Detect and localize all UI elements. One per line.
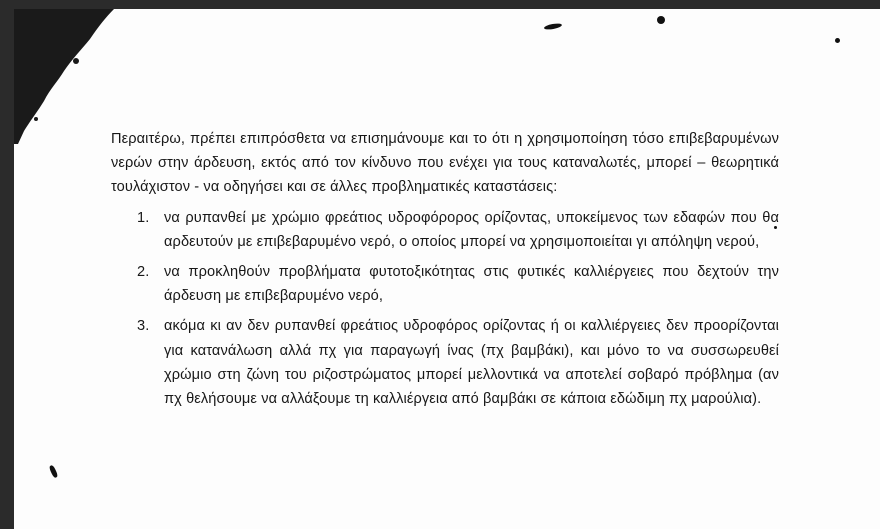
- scan-speck: [48, 465, 58, 479]
- list-item: [111, 206, 779, 254]
- list-item: [111, 314, 779, 411]
- list-item-text: να προκληθούν προβλήματα φυτοτοξικότητας στις φυτικές καλλιέργειες που δεχτούν την άρδευση με επιβεβαρυμένο νερό,: [164, 264, 779, 305]
- list-number: 2.: [137, 264, 150, 281]
- list-number: 3.: [137, 318, 150, 335]
- scanned-page: [14, 9, 880, 529]
- list-item-text: ακόμα κι αν δεν ρυπανθεί φρεάτιος υδροφόρος ορίζοντας ή οι καλλιέργειες δεν προορίζονται για κατανάλωση αλλά πχ για παραγωγή ίνας (πχ βαμβάκι), και μόνο το να συσσωρευθεί χρώμιο στη ζώνη του ριζοστρώματος μπορεί μελλοντικά να αποτελεί σοβαρό πρόβλημα (αν πχ θελήσουμε να αλλάξουμε τη καλλιέργεια από βαμβάκι σε κάποια εδώδιμη πχ μαρούλια).: [164, 318, 779, 408]
- document-body: [111, 127, 779, 411]
- scan-corner-shadow: [14, 9, 118, 144]
- list-item: [111, 260, 779, 308]
- scan-speck: [835, 38, 840, 43]
- numbered-list: [111, 206, 779, 412]
- list-item-text: να ρυπανθεί με χρώμιο φρεάτιος υδροφόρορος ορίζοντας, υποκείμενος των εδαφών που θα αρδευτούν με επιβεβαρυμένο νερό, ο οποίος μπορεί να χρησιμοποιείται γι απόληψη νερού,: [164, 209, 779, 250]
- intro-paragraph: Περαιτέρω, πρέπει επιπρόσθετα να επισημάνουμε και το ότι η χρησιμοποίηση τόσο επιβεβαρυμένων νερών στην άρδευση, εκτός από τον κίνδυνο που ενέχει για τους καταναλωτές, μπορεί – θεωρητικά τουλάχιστον - να οδηγήσει και σε άλλες προβληματικές καταστάσεις:: [111, 131, 779, 196]
- scan-speck: [544, 22, 563, 30]
- list-number: 1.: [137, 209, 150, 226]
- scan-speck: [657, 16, 665, 24]
